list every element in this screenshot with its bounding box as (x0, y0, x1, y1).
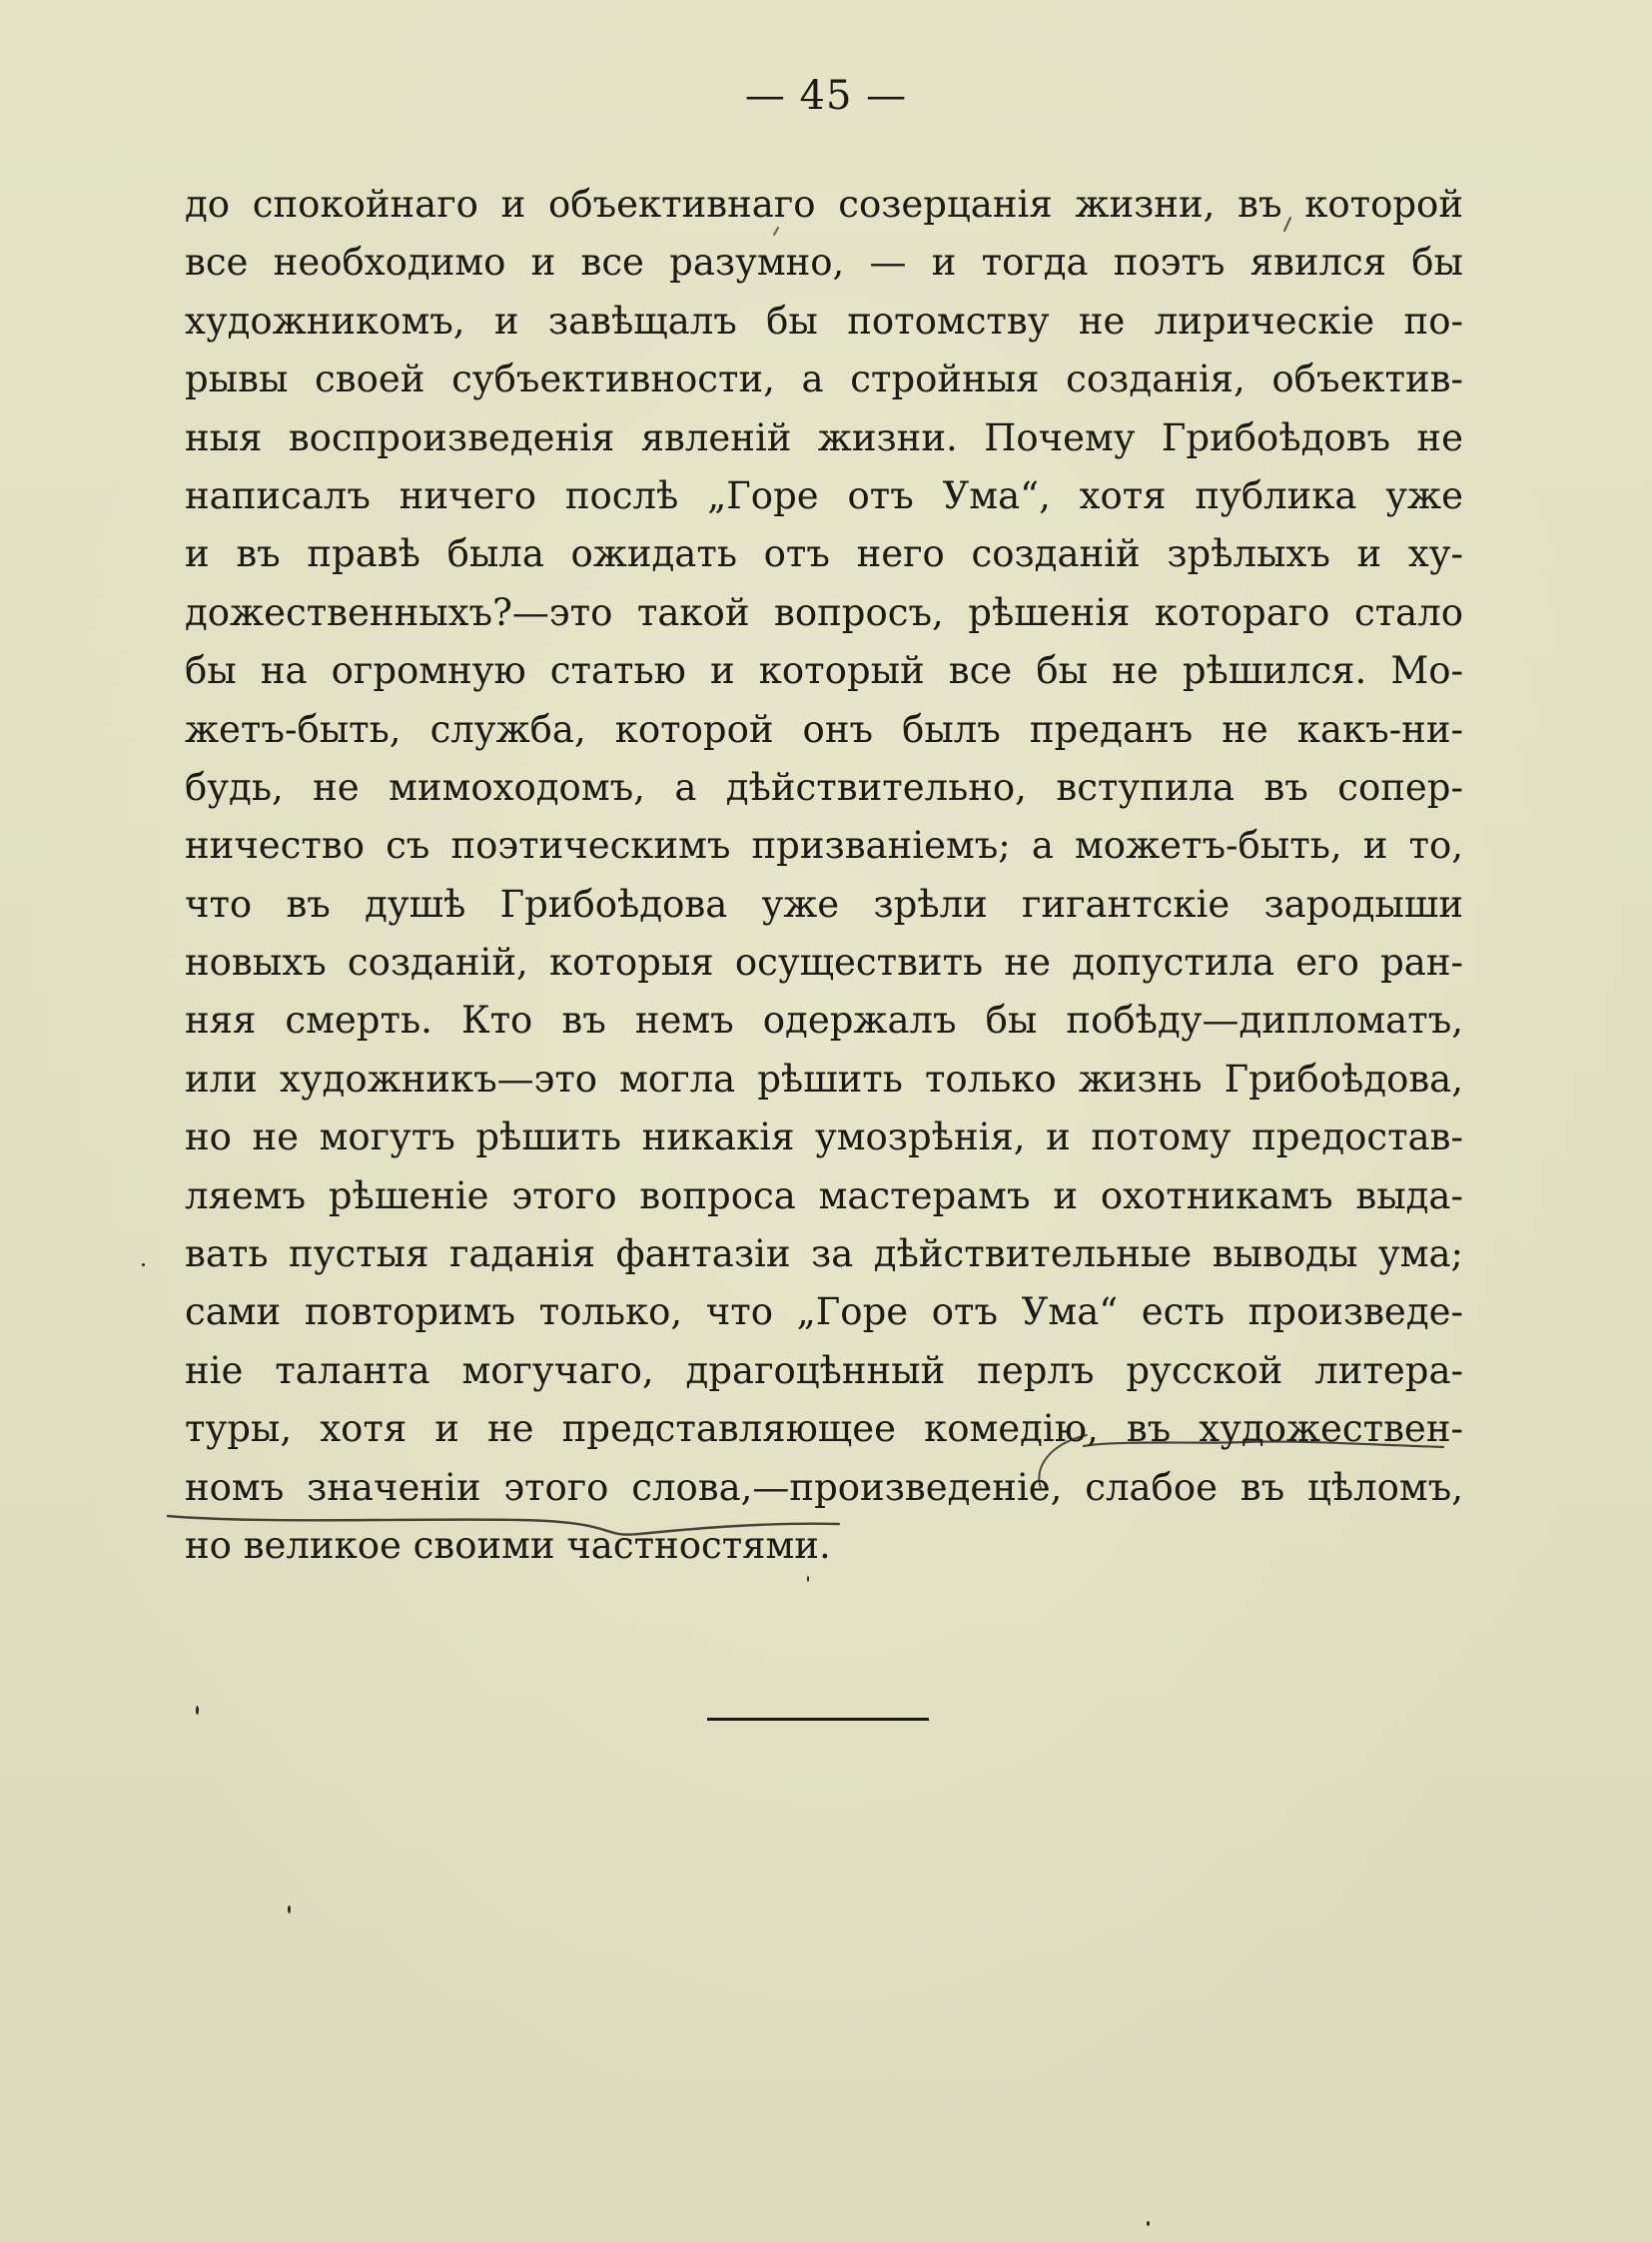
text-line: ничество съ поэтическимъ призваніемъ; а можетъ-быть, и то, (185, 824, 1463, 868)
text-line: но великое своими частностями. (185, 1523, 831, 1567)
text-line: все необходимо и все разумно, — и тогда поэтъ явился бы (185, 241, 1463, 285)
text-line: номъ значеніи этого слова,—произведеніе, слабое въ цѣломъ, (185, 1465, 1463, 1509)
paper-speck (288, 1905, 291, 1913)
text-line: новыхъ созданій, которыя осуществить не допустила его ран- (185, 941, 1463, 985)
text-line: написалъ ничего послѣ „Горе отъ Ума“, хотя публика уже (185, 473, 1463, 517)
text-line: жетъ-быть, служба, которой онъ былъ преданъ не какъ-ни- (185, 707, 1463, 751)
paper-speck (196, 1706, 199, 1715)
paper-speck (807, 1576, 809, 1582)
text-line: ляемъ рѣшеніе этого вопроса мастерамъ и охотникамъ выда- (185, 1173, 1463, 1217)
text-line: ніе таланта могучаго, драгоцѣнный перлъ русской литера- (185, 1348, 1463, 1392)
text-line: бы на огромную статью и который все бы не рѣшился. Мо- (185, 649, 1463, 693)
text-line: и въ правѣ была ожидать отъ него созданій зрѣлыхъ и ху- (185, 532, 1463, 576)
text-line: рывы своей субъективности, а стройныя созданія, объектив- (185, 358, 1463, 401)
text-line: сами повторимъ только, что „Горе отъ Ума“ есть произведе- (185, 1290, 1463, 1334)
text-line: няя смерть. Кто въ немъ одержалъ бы побѣду—дипломатъ, (185, 999, 1463, 1043)
text-line: ныя воспроизведенія явленій жизни. Почему Грибоѣдовъ не (185, 415, 1463, 459)
paper-speck (142, 1263, 145, 1266)
page-number: — 45 — (744, 73, 908, 119)
text-line: или художникъ—это могла рѣшить только жизнь Грибоѣдова, (185, 1057, 1463, 1101)
text-line: художникомъ, и завѣщалъ бы потомству не лирическіе по- (185, 299, 1463, 343)
text-line: вать пустыя гаданія фантазіи за дѣйствительные выводы ума; (185, 1232, 1463, 1276)
end-of-section-rule (707, 1718, 929, 1721)
text-line: но не могутъ рѣшить никакія умозрѣнія, и потому предостав- (185, 1116, 1463, 1159)
text-line: что въ душѣ Грибоѣдова уже зрѣли гигантскіе зародыши (185, 882, 1463, 926)
text-line: туры, хотя и не представляющее комедію, въ художествен- (185, 1407, 1463, 1451)
paper-speck (1147, 2221, 1150, 2226)
text-line: будь, не мимоходомъ, а дѣйствительно, вступила въ сопер- (185, 765, 1463, 809)
text-line: до спокойнаго и объективнаго созерцанія жизни, въ которой (185, 183, 1463, 226)
text-line: дожественныхъ?—это такой вопросъ, рѣшенія котораго стало (185, 590, 1463, 634)
